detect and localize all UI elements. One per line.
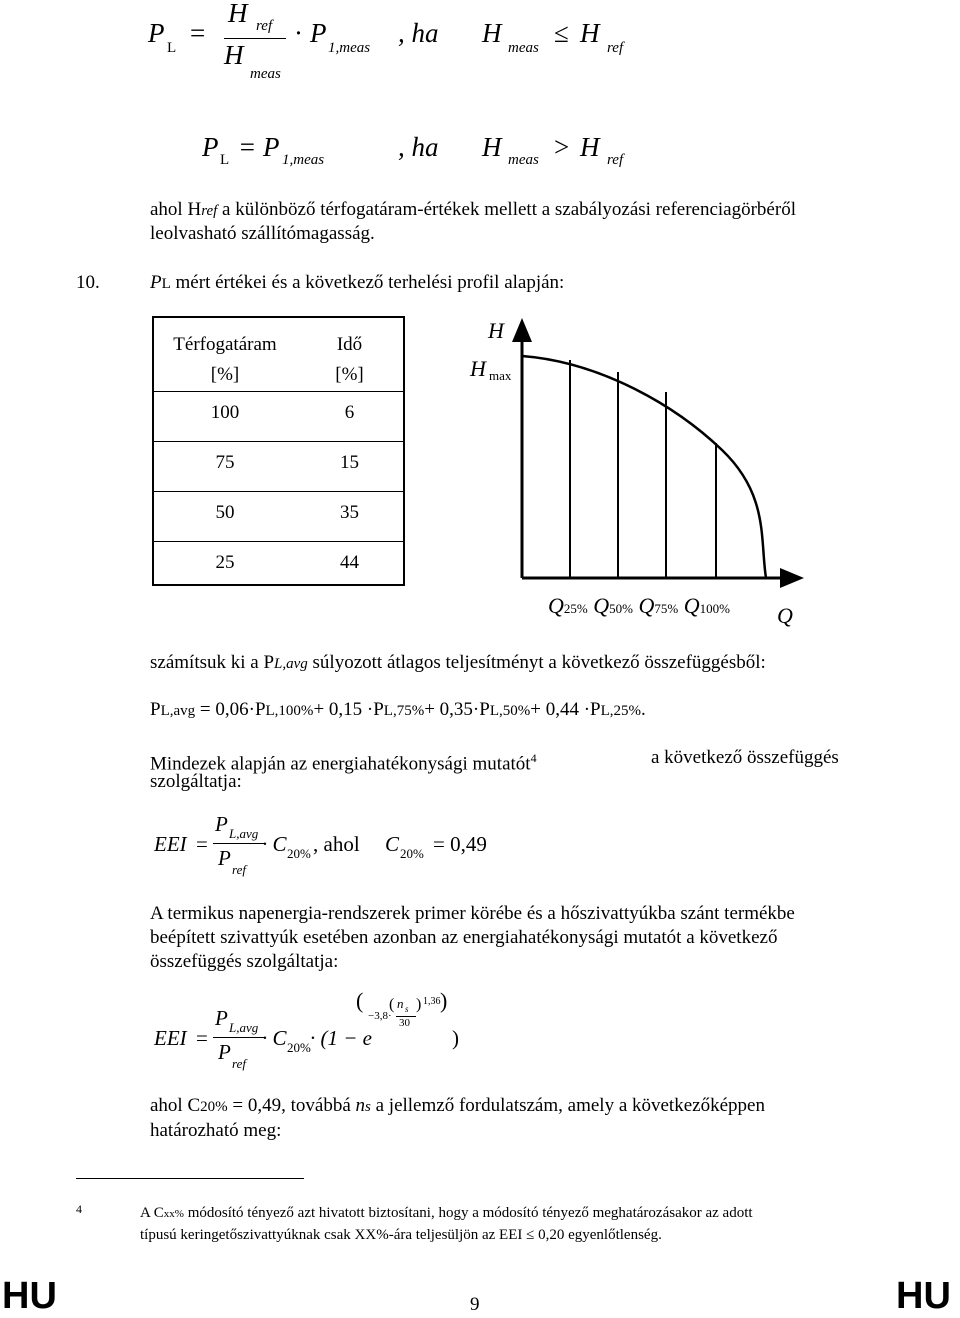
f5-exp-inner-close: ) [416, 996, 422, 1013]
para-5-post: a jellemző fordulatszám, amely a következőképpen [370, 1095, 765, 1116]
hq-curve-chart [460, 310, 820, 640]
f5-den-sub: ref [232, 1056, 246, 1071]
y-axis-arrow [512, 318, 532, 342]
f4-num-sub: L,avg [229, 826, 259, 841]
f3-b-sub: L,100% [265, 703, 314, 719]
f5-ns: n [397, 996, 404, 1011]
f2-cond-h2: H [580, 132, 600, 162]
f1-dot: · [294, 18, 303, 48]
f1-cond-op: ≤ [554, 18, 569, 48]
para-4-line2: beépített szivattyúk esetében azonban az energiahatékonysági mutatót a következő [150, 927, 778, 948]
f5-exp-close: ) [440, 988, 448, 1013]
f2-eq: = P [238, 132, 280, 162]
table-header-divider [154, 391, 403, 392]
f3-d: + 0,35·P [424, 699, 490, 720]
f3-e-sub: L,25% [600, 703, 642, 719]
load-profile-table [152, 316, 405, 586]
f4-c2: C [385, 832, 400, 856]
para-4-line3: összefüggés szolgáltatja: [150, 951, 339, 972]
f2-cond-sub: meas [508, 152, 539, 168]
f3-d-sub: L,50% [489, 703, 531, 719]
f1-den: H [224, 40, 244, 70]
f5-num: P [215, 1006, 228, 1030]
page-number: 9 [470, 1294, 480, 1315]
footnote-line1 [140, 1202, 753, 1225]
f4-val: = 0,49 [433, 832, 487, 856]
para-5-n: n [355, 1095, 366, 1116]
para-5-pre: ahol C [150, 1095, 201, 1116]
f4-num: P [215, 812, 228, 836]
footnote-sub: xx% [163, 1208, 184, 1220]
footnote-pre: A C [140, 1205, 164, 1221]
tick-q50-sub: 50% [609, 601, 633, 616]
f3-a-sub: L,avg [160, 703, 196, 719]
chart-ymax-label: H [470, 356, 486, 381]
f3-f: . [641, 699, 646, 720]
f1-cond-sub: meas [508, 40, 539, 56]
table-row-divider [154, 541, 403, 542]
tick-q100: Q [683, 593, 700, 618]
table-header-time [296, 330, 403, 390]
item-10-number: 10. [76, 272, 100, 293]
table-cell: 50 [215, 502, 235, 523]
f2-cond-sub2: ref [607, 152, 624, 168]
tick-q100-sub: 100% [699, 601, 730, 616]
f5-den: P [218, 1040, 231, 1064]
f1-cond: , ha [398, 18, 439, 48]
footnote-post: módosító tényező azt hivatott biztosítani, hogy a módosító tényező meghatározásakor az adott [183, 1205, 753, 1221]
f1-cond-h2: H [580, 18, 600, 48]
f4-eq: = [196, 832, 208, 856]
f3-a: P [150, 699, 161, 720]
f3-c: + 0,15 ·P [313, 699, 384, 720]
f5-close: ) [452, 1026, 459, 1050]
f2-lhs-sub: L [220, 152, 230, 168]
f1-factor-sub: 1,meas [328, 40, 371, 56]
tick-q75-sub: 75% [654, 601, 679, 616]
header-flow-unit: [%] [210, 364, 240, 385]
tick-q75: Q [638, 593, 655, 618]
f5-eq: = [196, 1026, 208, 1050]
footer-country-right: HU [896, 1275, 951, 1317]
x-axis [522, 568, 804, 588]
f1-factor: P [310, 18, 327, 48]
f5-c-sub: 20% [287, 1040, 311, 1055]
f4-eei: EEI [154, 832, 187, 856]
chart-y-label: H [488, 318, 504, 343]
x-axis-arrow [780, 568, 804, 588]
table-cell: 15 [340, 452, 359, 473]
table-cell: 75 [215, 452, 235, 473]
f1-num-sub: ref [256, 18, 273, 34]
f5-exp-open: ( [356, 988, 364, 1013]
f1-num: H [228, 0, 248, 28]
para-5-mid: = 0,49, továbbá [227, 1095, 356, 1116]
para-1-post: a különböző térfogatáram-értékek mellett a szabályozási referenciagörbéről [217, 199, 796, 220]
item-10-text [150, 271, 564, 296]
table-row-divider [154, 441, 403, 442]
f4-c: · C [262, 832, 287, 856]
para-3-line2: szolgáltatja: [150, 771, 242, 792]
f4-frac-bar [213, 843, 265, 844]
para-5-sub: 20% [200, 1099, 228, 1115]
footnote-line2: típusú keringetőszivattyúknak csak XX%-ára teljesüljön az EEI ≤ 0,20 egyenlőtlenség. [140, 1227, 662, 1243]
f1-frac-bar [224, 38, 286, 39]
f4-ahol: , ahol [313, 832, 360, 856]
table-cell: 6 [344, 402, 355, 423]
f1-den-sub: meas [250, 66, 281, 82]
f3-b: = 0,06·P [195, 699, 266, 720]
table-cell: 100 [210, 402, 240, 423]
f1-lhs: P [148, 18, 165, 48]
item-10-sub: L [161, 276, 171, 292]
f4-den: P [218, 846, 231, 870]
f1-cond-h: H [482, 18, 502, 48]
footnote-separator [76, 1178, 304, 1179]
formula-3 [150, 698, 646, 723]
f2-cond: , ha [398, 132, 439, 162]
table-header-flow [154, 330, 296, 390]
header-time-label: Idő [336, 334, 363, 355]
f5-exp-inner-open: ( [389, 996, 395, 1013]
para-1-pre: ahol H [150, 199, 202, 220]
f2-lhs: P [202, 132, 219, 162]
f5-paren: · (1 − e [310, 1026, 372, 1050]
header-flow-label: Térfogatáram [173, 334, 277, 355]
f4-c2-sub: 20% [400, 846, 424, 861]
tick-q25: Q [548, 593, 564, 618]
chart-x-ticks [548, 593, 730, 619]
f4-c-sub: 20% [287, 846, 311, 861]
f5-exp-pow: 1,36 [423, 996, 441, 1007]
chart-ymax-sub: max [489, 368, 512, 383]
footnote-mark: 4 [76, 1202, 82, 1216]
item-10-rest: mért értékei és a következő terhelési profil alapján: [170, 272, 565, 293]
f5-num-sub: L,avg [229, 1020, 259, 1035]
para-3-text: Mindezek alapján az energiahatékonysági mutatót [150, 753, 531, 775]
f4-den-sub: ref [232, 862, 246, 877]
table-cell: 35 [340, 502, 359, 523]
footer-country-left: HU [2, 1275, 57, 1317]
tick-q50: Q [593, 593, 610, 618]
f1-eq: = [190, 18, 206, 48]
para-2-sub: L,avg [274, 656, 308, 672]
table-row-divider [154, 491, 403, 492]
para-4-line1: A termikus napenergia-rendszerek primer körébe és a hőszivattyúkba szánt termékbe [150, 903, 795, 924]
f3-c-sub: L,75% [383, 703, 425, 719]
f1-lhs-sub: L [167, 40, 177, 56]
f5-eei: EEI [154, 1026, 187, 1050]
table-cell: 25 [215, 552, 235, 573]
f5-ns-sub: s [405, 1004, 409, 1014]
tick-q25-sub: 25% [563, 601, 588, 616]
para-5-line1 [150, 1094, 765, 1119]
para-3-line1b: a következő összefüggés [651, 747, 839, 768]
f5-ns-den: 30 [399, 1017, 410, 1029]
f5-frac-bar [213, 1037, 265, 1038]
para-1-line1 [150, 198, 796, 223]
f2-cond-op: > [554, 132, 570, 162]
para-1-ref: ref [201, 203, 218, 219]
para-2-post: súlyozott átlagos teljesítményt a következő összefüggésből: [307, 652, 766, 673]
para-1-line2: leolvasható szállítómagasság. [150, 223, 375, 244]
f1-cond-sub2: ref [607, 40, 624, 56]
f5-exp-coef: −3,8· [368, 1010, 392, 1022]
footnote-ref: 4 [530, 751, 537, 765]
para-2-pre: számítsuk ki a P [150, 652, 275, 673]
para-2 [150, 651, 766, 676]
curve [522, 356, 766, 578]
para-5-line2: határozható meg: [150, 1120, 282, 1141]
header-time-unit: [%] [335, 364, 364, 385]
f5-c: · C [262, 1026, 287, 1050]
f3-e: + 0,44 ·P [530, 699, 601, 720]
item-10-p: P [150, 272, 162, 293]
f2-cond-h: H [482, 132, 502, 162]
table-cell: 44 [340, 552, 359, 573]
chart-x-label: Q [777, 603, 793, 628]
f2-factor-sub: 1,meas [282, 152, 325, 168]
para-5-n-sub: s [365, 1099, 371, 1115]
